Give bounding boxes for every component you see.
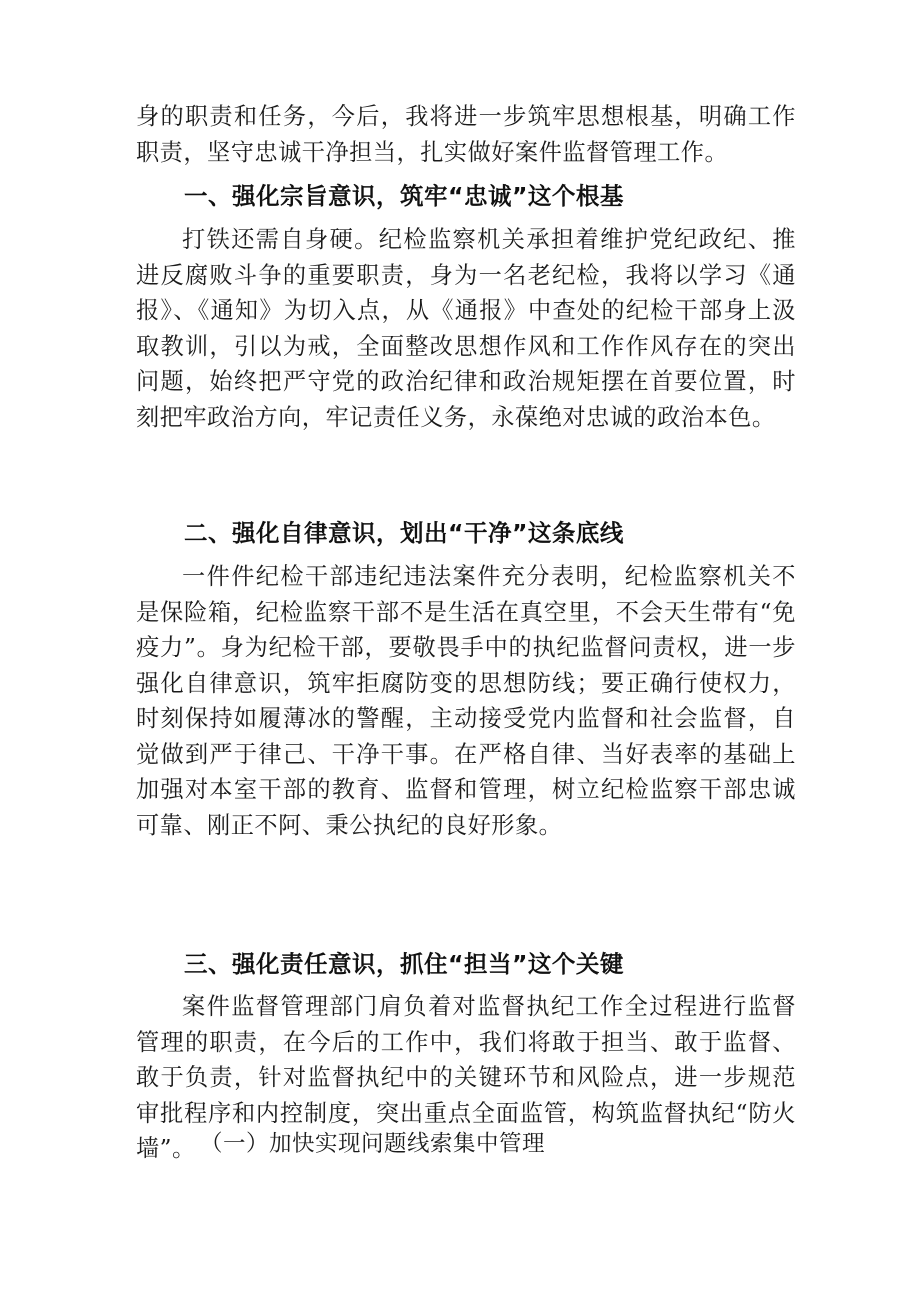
section-paragraph-1: 打铁还需自身硬。纪检监察机关承担着维护党纪政纪、推进反腐败斗争的重要职责，身为一名老纪检，我将以学习《通报》、《通知》为切入点，从《通报》中查处的纪检干部身上汲取教训，引以为戒，全面整改思想作风和工作作风存在的突出问题，始终把严守党的政治纪律和政治规矩摆在首要位置，时刻把牢政治方向，牢记责任义务，永葆绝对忠诚的政治本色。 (136, 226, 796, 431)
section-paragraph-3: 案件监督管理部门肩负着对监督执纪工作全过程进行监督管理的职责，在今后的工作中，我们将敢于担当、敢于监督、敢于负责，针对监督执纪中的关键环节和风险点，进一步规范审批程序和内控制度，突出重点全面监管，构筑监督执纪“防火墙”。 (136, 993, 796, 1162)
section-heading-2: 二、强化自律意识，划出“干净”这条底线 (184, 519, 624, 547)
section-heading-3: 三、强化责任意识，抓住“担当”这个关键 (184, 950, 624, 978)
intro-paragraph: 身的职责和任务，今后，我将进一步筑牢思想根基，明确工作职责，坚守忠诚干净担当，扎实做好案件监督管理工作。 (136, 103, 796, 166)
section-heading-1: 一、强化宗旨意识，筑牢“忠诚”这个根基 (184, 182, 624, 210)
section-paragraph-2: 一件件纪检干部违纪违法案件充分表明，纪检监察机关不是保险箱，纪检监察干部不是生活在真空里，不会天生带有“免疫力”。身为纪检干部，要敬畏手中的执纪监督问责权，进一步强化自律意识，筑牢拒腐防变的思想防线；要正确行使权力，时刻保持如履薄冰的警醒，主动接受党内监督和社会监督，自觉做到严于律己、干净干事。在严格自律、当好表率的基础上加强对本室干部的教育、监督和管理，树立纪检监察干部忠诚可靠、刚正不阿、秉公执纪的良好形象。 (136, 563, 796, 839)
subsection-heading-1: （一）加快实现问题线索集中管理 (200, 1131, 546, 1157)
